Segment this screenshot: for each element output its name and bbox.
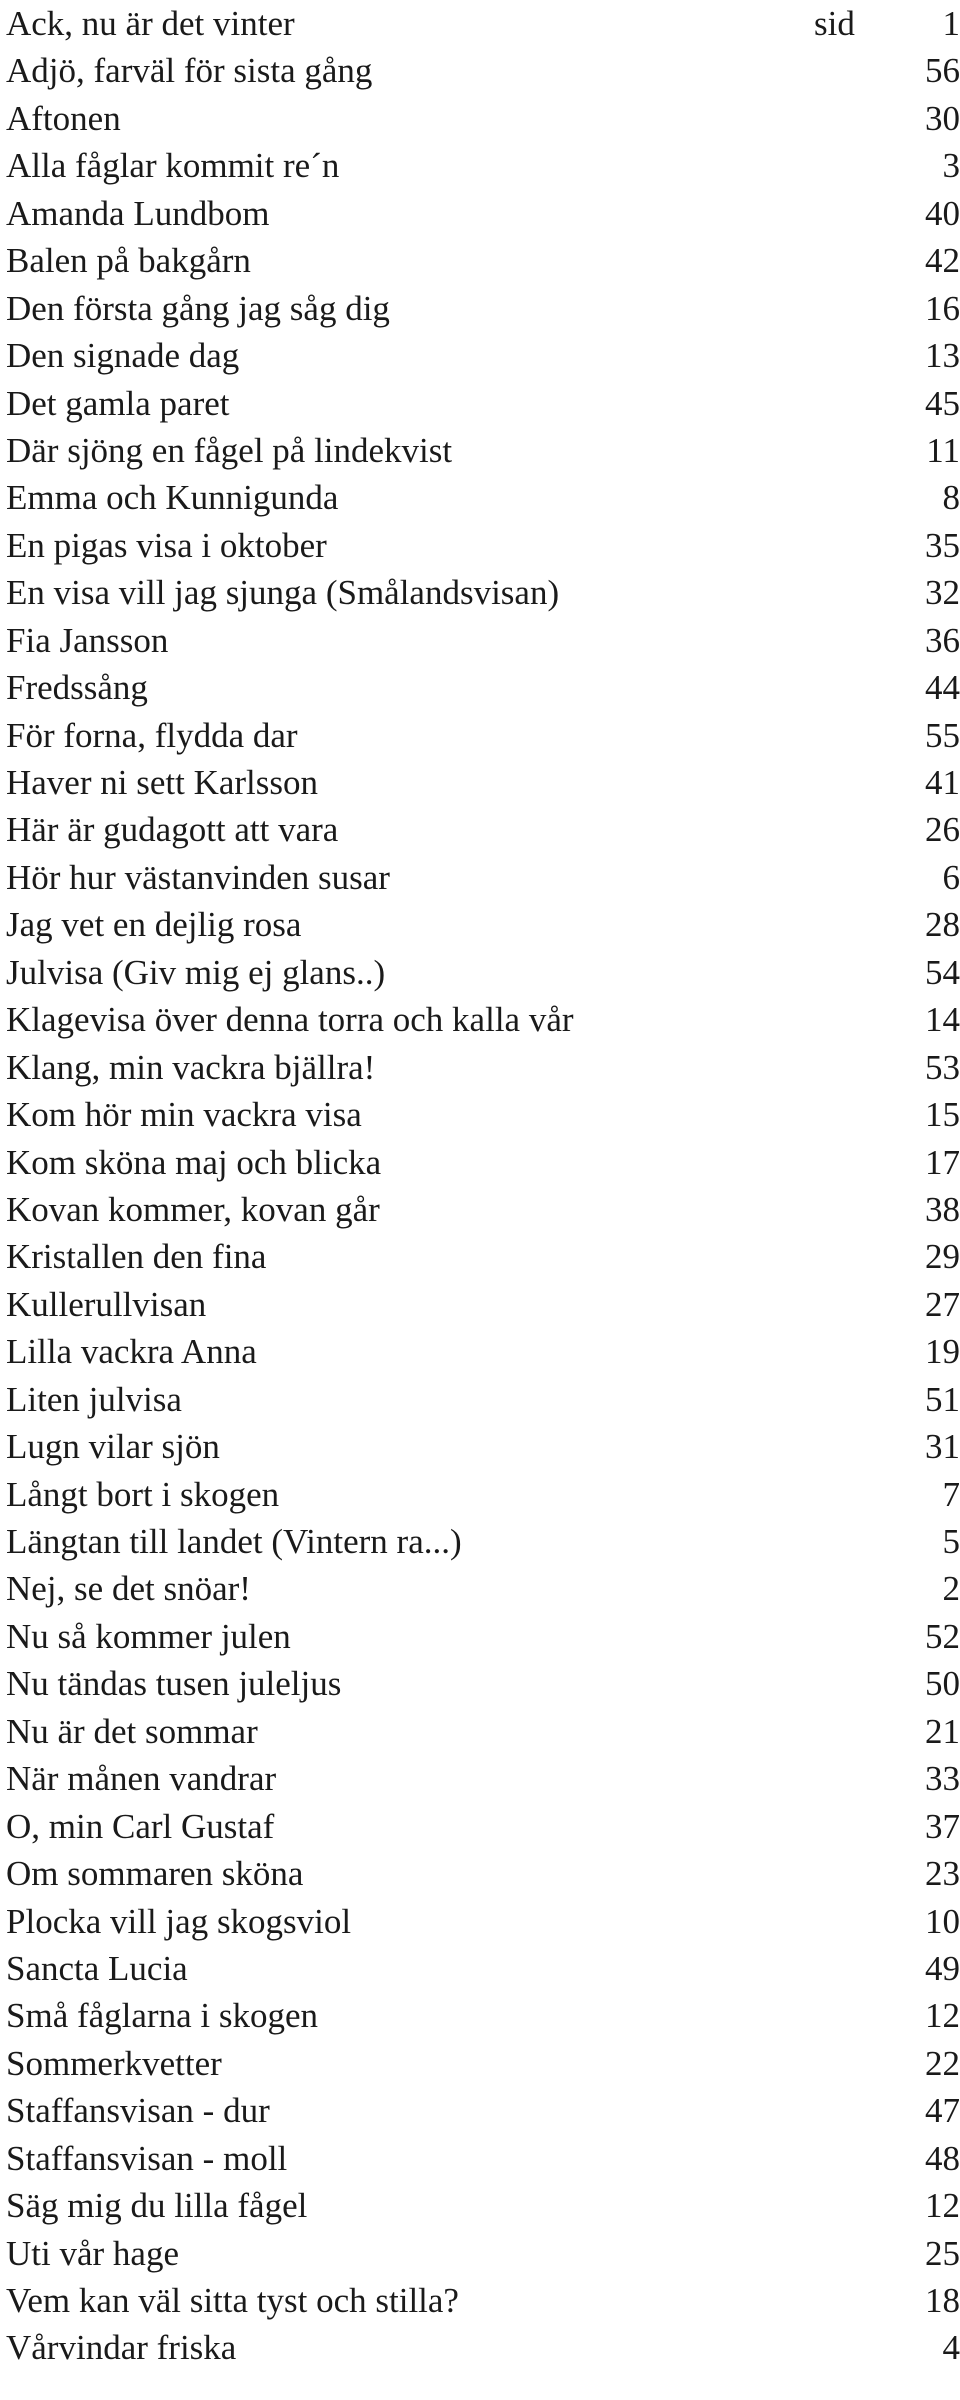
index-entry [6, 1473, 960, 1520]
song-title: Emma och Kunnigunda [6, 478, 339, 518]
index-entry [6, 239, 960, 286]
index-entry [6, 1852, 960, 1899]
song-title: Haver ni sett Karlsson [6, 763, 319, 802]
page-number: 40 [925, 193, 960, 233]
page-number: 54 [925, 952, 960, 992]
index-entry [6, 1710, 960, 1757]
index-entry [6, 666, 960, 713]
song-title: Hör hur västanvinden susar [6, 857, 390, 897]
song-title: O, min Carl Gustaf [6, 1806, 275, 1846]
song-title: Om sommaren sköna [6, 1854, 304, 1894]
song-title: Det gamla paret [6, 383, 230, 423]
index-entry [6, 856, 960, 903]
song-title: Amanda Lundbom [6, 193, 270, 233]
page-number: 41 [925, 763, 960, 802]
page-number: 38 [925, 1189, 960, 1229]
index-entry [6, 1188, 960, 1235]
song-title: Lilla vackra Anna [6, 1332, 257, 1372]
song-title: Den signade dag [6, 336, 240, 376]
index-entry [6, 2232, 960, 2279]
song-title: Fredssång [6, 668, 148, 708]
index-entry [6, 1757, 960, 1804]
index-entry [6, 97, 960, 144]
song-title: Jag vet en dejlig rosa [6, 905, 302, 945]
index-entry [6, 382, 960, 429]
song-title: Längtan till landet (Vintern ra...) [6, 1522, 462, 1561]
index-entry [6, 1141, 960, 1188]
page-number: 32 [925, 573, 960, 613]
song-title: Nu är det sommar [6, 1711, 258, 1751]
index-entry [6, 1900, 960, 1947]
index-entry [6, 808, 960, 855]
song-title: Säg mig du lilla fågel [6, 2186, 308, 2226]
index-entry [6, 2089, 960, 2136]
page-number: 30 [925, 98, 960, 138]
song-title: Klagevisa över denna torra och kalla vår [6, 1000, 574, 1040]
page-number: 21 [925, 1711, 960, 1751]
page-number: 49 [925, 1948, 960, 1988]
page-number: 6 [942, 857, 960, 897]
index-entry [6, 761, 960, 808]
song-title: Aftonen [6, 98, 121, 138]
index-entry [6, 1805, 960, 1852]
song-title: Kom hör min vackra visa [6, 1095, 362, 1135]
song-title: Ack, nu är det vinter [6, 4, 295, 43]
index-entry [6, 49, 960, 96]
page-number: 17 [925, 1142, 960, 1182]
song-title: Uti vår hage [6, 2233, 179, 2273]
index-entry [6, 144, 960, 191]
index-entry [6, 524, 960, 571]
page-number: 33 [925, 1759, 960, 1799]
song-title: Vem kan väl sitta tyst och stilla? [6, 2281, 459, 2320]
song-title: Här är gudagott att vara [6, 810, 339, 850]
index-entry [6, 2042, 960, 2089]
song-title: Klang, min vackra bjällra! [6, 1047, 376, 1087]
index-entry [6, 1994, 960, 2041]
song-title: Nu tändas tusen juleljus [6, 1664, 342, 1704]
song-title: Små fåglarna i skogen [6, 1996, 318, 2036]
page-number: 51 [925, 1379, 960, 1419]
index-entry [6, 476, 960, 523]
index-entry [6, 903, 960, 950]
page-number: 42 [925, 241, 960, 281]
index-entry [6, 2, 960, 49]
index-entry [6, 1093, 960, 1140]
page-number: 55 [925, 715, 960, 755]
page-number: 52 [925, 1616, 960, 1656]
song-title: Kristallen den fina [6, 1237, 267, 1277]
page-number: 36 [925, 620, 960, 660]
index-entry [6, 287, 960, 334]
page-number: 23 [925, 1854, 960, 1894]
page-number: 48 [925, 2138, 960, 2178]
index-entry [6, 192, 960, 239]
page-number: 18 [925, 2281, 960, 2320]
page-number: 22 [925, 2043, 960, 2083]
song-title: Liten julvisa [6, 1379, 182, 1419]
page-number: 3 [942, 146, 960, 186]
index-entry [6, 429, 960, 476]
index-entry [6, 334, 960, 381]
song-title: Fia Jansson [6, 620, 169, 660]
song-index [6, 2, 960, 2374]
index-entry [6, 1947, 960, 1994]
page-number: 45 [925, 383, 960, 423]
song-title: Lugn vilar sjön [6, 1427, 220, 1467]
page-column-label: sid [814, 4, 855, 43]
page-number: 26 [925, 810, 960, 850]
index-entry [6, 1615, 960, 1662]
song-title: Kovan kommer, kovan går [6, 1189, 380, 1229]
index-entry [6, 1330, 960, 1377]
song-title: Sancta Lucia [6, 1948, 188, 1988]
page-number: 10 [925, 1901, 960, 1941]
song-title: Staffansvisan - moll [6, 2138, 288, 2178]
index-entry [6, 619, 960, 666]
page-number: 2 [942, 1569, 960, 1609]
song-title: En visa vill jag sjunga (Smålandsvisan) [6, 573, 560, 613]
page-number: 7 [942, 1474, 960, 1514]
page-number: 35 [925, 525, 960, 565]
page-number: 12 [925, 2186, 960, 2226]
page-number: 27 [925, 1284, 960, 1324]
index-entry [6, 571, 960, 618]
song-title: Staffansvisan - dur [6, 2091, 270, 2131]
song-title: Plocka vill jag skogsviol [6, 1901, 352, 1941]
song-title: En pigas visa i oktober [6, 525, 327, 565]
index-entry [6, 998, 960, 1045]
page-number: 31 [925, 1427, 960, 1467]
page-number: 16 [925, 288, 960, 328]
page-number: 53 [925, 1047, 960, 1087]
index-entry [6, 1425, 960, 1472]
song-title: Långt bort i skogen [6, 1474, 280, 1514]
page-number: 11 [926, 430, 960, 470]
song-title: Kom sköna maj och blicka [6, 1142, 382, 1182]
index-entry [6, 1520, 960, 1567]
index-entry [6, 2326, 960, 2373]
page-number: 13 [925, 336, 960, 376]
song-title: Julvisa (Giv mig ej glans..) [6, 952, 386, 992]
page-number: 8 [942, 478, 960, 518]
song-title: För forna, flydda dar [6, 715, 298, 755]
index-entry [6, 1567, 960, 1614]
index-entry [6, 2279, 960, 2326]
song-title: Den första gång jag såg dig [6, 288, 390, 328]
page-number: 28 [925, 905, 960, 945]
page-number: 15 [925, 1095, 960, 1135]
song-title: Balen på bakgårn [6, 241, 251, 281]
page-number: 19 [925, 1332, 960, 1372]
index-entry [6, 1235, 960, 1282]
page-number: 14 [925, 1000, 960, 1040]
page-number: 5 [942, 1522, 960, 1561]
index-entry [6, 1378, 960, 1425]
song-title: Där sjöng en fågel på lindekvist [6, 430, 453, 470]
index-entry [6, 1046, 960, 1093]
song-title: Adjö, farväl för sista gång [6, 51, 373, 91]
song-title: Alla fåglar kommit re´n [6, 146, 340, 186]
index-entry [6, 714, 960, 761]
page-number: 25 [925, 2233, 960, 2273]
song-title: Nej, se det snöar! [6, 1569, 251, 1609]
index-entry [6, 2137, 960, 2184]
song-title: När månen vandrar [6, 1759, 277, 1799]
index-entry [6, 1662, 960, 1709]
page-number: 44 [925, 668, 960, 708]
song-title: Nu så kommer julen [6, 1616, 291, 1656]
page-number: 47 [925, 2091, 960, 2131]
song-title: Sommerkvetter [6, 2043, 222, 2083]
page-number: 4 [942, 2328, 960, 2368]
page-number: 29 [925, 1237, 960, 1277]
index-entry [6, 2184, 960, 2231]
index-entry [6, 951, 960, 998]
page-number: 1 [942, 4, 960, 43]
page-number: 37 [925, 1806, 960, 1846]
page-number: 12 [925, 1996, 960, 2036]
page-number: 50 [925, 1664, 960, 1704]
page-number: 56 [925, 51, 960, 91]
index-entry [6, 1283, 960, 1330]
song-title: Vårvindar friska [6, 2328, 237, 2368]
song-title: Kullerullvisan [6, 1284, 207, 1324]
